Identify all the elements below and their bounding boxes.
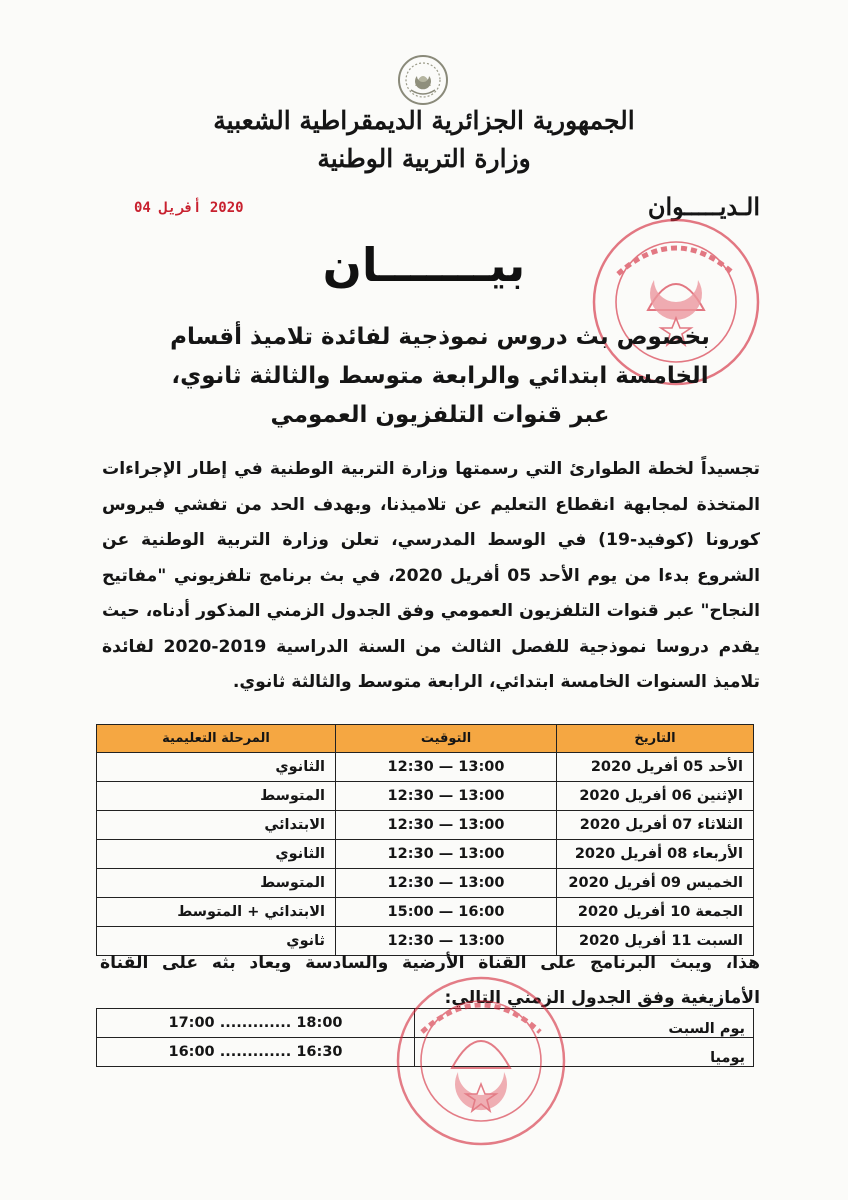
cell-level: المتوسط bbox=[97, 782, 336, 811]
ministry-name: وزارة التربية الوطنية bbox=[317, 144, 531, 173]
cell-day: يوميا bbox=[415, 1038, 754, 1067]
column-header-level: المرحلة التعليمية bbox=[97, 725, 336, 753]
subtitle: بخصوص بث دروس نموذجية لفائدة تلاميذ أقسام الخامسة ابتدائي والرابعة متوسط والثالثة ثانوي، عبر قنوات التلفزيون العمومي bbox=[170, 324, 710, 428]
cell-date: الأحد 05 أفريل 2020 bbox=[557, 753, 754, 782]
broadcast-schedule-table bbox=[96, 724, 754, 956]
cell-date: الخميس 09 أفريل 2020 bbox=[557, 869, 754, 898]
table-row bbox=[97, 840, 754, 869]
cell-time: 12:30 — 13:00 bbox=[336, 753, 557, 782]
cell-day: يوم السبت bbox=[415, 1009, 754, 1038]
cell-date: السبت 11 أفريل 2020 bbox=[557, 927, 754, 956]
table-row bbox=[97, 753, 754, 782]
body-paragraph: تجسيداً لخطة الطوارئ التي رسمتها وزارة التربية الوطنية في إطار الإجراءات المتخذة لمجابهة انقطاع التعليم عن تلاميذنا، وبهدف الحد من تفشي فيروس كورونا (كوفيد-19) في الوسط المدرسي، تعلن وزارة التربية الوطنية عن الشروع بدءا من يوم الأحد 05 أفريل 2020، في بث برنامج تلفزيوني "مفاتيح النجاح" عبر قنوات التلفزيون العمومي وفق الجدول الزمني المذكور أدناه، حيث يقدم دروسا نموذجية للفصل الثالث من السنة الدراسية 2019-2020 لفائدة تلاميذ السنوات الخامسة ابتدائي، الرابعة متوسط والثالثة ثانوي. bbox=[102, 459, 761, 692]
cell-time: 12:30 — 13:00 bbox=[336, 782, 557, 811]
cell-level: الابتدائي bbox=[97, 811, 336, 840]
national-emblem-icon bbox=[395, 52, 451, 108]
cell-level: الثانوي bbox=[97, 753, 336, 782]
table-row bbox=[97, 782, 754, 811]
table-row bbox=[97, 898, 754, 927]
table-row bbox=[97, 811, 754, 840]
cell-level: المتوسط bbox=[97, 869, 336, 898]
ministry-seal-icon bbox=[392, 972, 570, 1150]
cell-date: الإثنين 06 أفريل 2020 bbox=[557, 782, 754, 811]
cell-time: 12:30 — 13:00 bbox=[336, 927, 557, 956]
table-row bbox=[97, 869, 754, 898]
cell-time: 12:30 — 13:00 bbox=[336, 840, 557, 869]
cell-time: 17:00 ............. 18:00 bbox=[97, 1009, 415, 1038]
cell-time: 16:00 ............. 16:30 bbox=[97, 1038, 415, 1067]
cell-time: 12:30 — 13:00 bbox=[336, 869, 557, 898]
rebroadcast-paragraph: هذا، ويبث البرنامج على القناة الأرضية والسادسة ويعاد بثه على القناة الأمازيغية وفق الجدول الزمني التالي: bbox=[100, 953, 760, 1008]
table-header-row bbox=[97, 725, 754, 753]
cell-level: الابتدائي + المتوسط bbox=[97, 898, 336, 927]
office-label: الـديـــــوان bbox=[647, 192, 760, 221]
cell-date: الجمعة 10 أفريل 2020 bbox=[557, 898, 754, 927]
page-title: بيـــــــان bbox=[322, 238, 526, 292]
cell-level: ثانوي bbox=[97, 927, 336, 956]
republic-name: الجمهورية الجزائرية الديمقراطية الشعبية bbox=[213, 106, 635, 135]
cell-date: الثلاثاء 07 أفريل 2020 bbox=[557, 811, 754, 840]
column-header-date: التاريخ bbox=[557, 725, 754, 753]
date-stamp: 2020 أفريل 04 bbox=[134, 200, 244, 216]
cell-time: 15:00 — 16:00 bbox=[336, 898, 557, 927]
cell-date: الأربعاء 08 أفريل 2020 bbox=[557, 840, 754, 869]
cell-time: 12:30 — 13:00 bbox=[336, 811, 557, 840]
cell-level: الثانوي bbox=[97, 840, 336, 869]
column-header-time: التوقيت bbox=[336, 725, 557, 753]
